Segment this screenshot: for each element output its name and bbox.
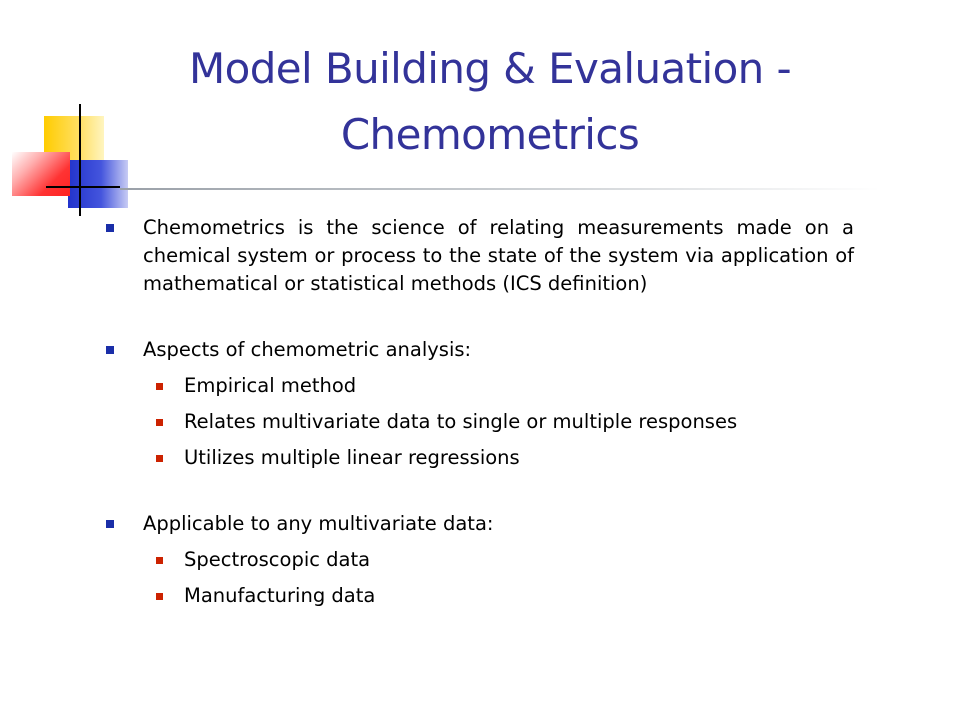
sub-bullet-item: Utilizes multiple linear regressions: [106, 444, 854, 472]
decorative-blue-square: [68, 160, 128, 208]
decorative-vertical-line: [79, 104, 81, 216]
decorative-red-square: [12, 152, 70, 196]
sub-bullet-item: Empirical method: [106, 372, 854, 400]
slide-content: [106, 214, 854, 610]
title-underline: [120, 188, 880, 190]
sub-bullet-item: Spectroscopic data: [106, 546, 854, 574]
sub-bullet-item: Relates multivariate data to single or multiple responses: [106, 408, 854, 436]
slide-title: Model Building & Evaluation - Chemometrics: [189, 44, 791, 159]
bullet-item: Aspects of chemometric analysis:: [106, 336, 854, 364]
bullet-item: Applicable to any multivariate data:: [106, 510, 854, 538]
decorative-horizontal-line: [46, 186, 120, 188]
bullet-item: Chemometrics is the science of relating measurements made on a chemical system or process to the state of the system via application of mathematical or statistical methods (ICS definition): [106, 214, 854, 298]
sub-bullet-item: Manufacturing data: [106, 582, 854, 610]
